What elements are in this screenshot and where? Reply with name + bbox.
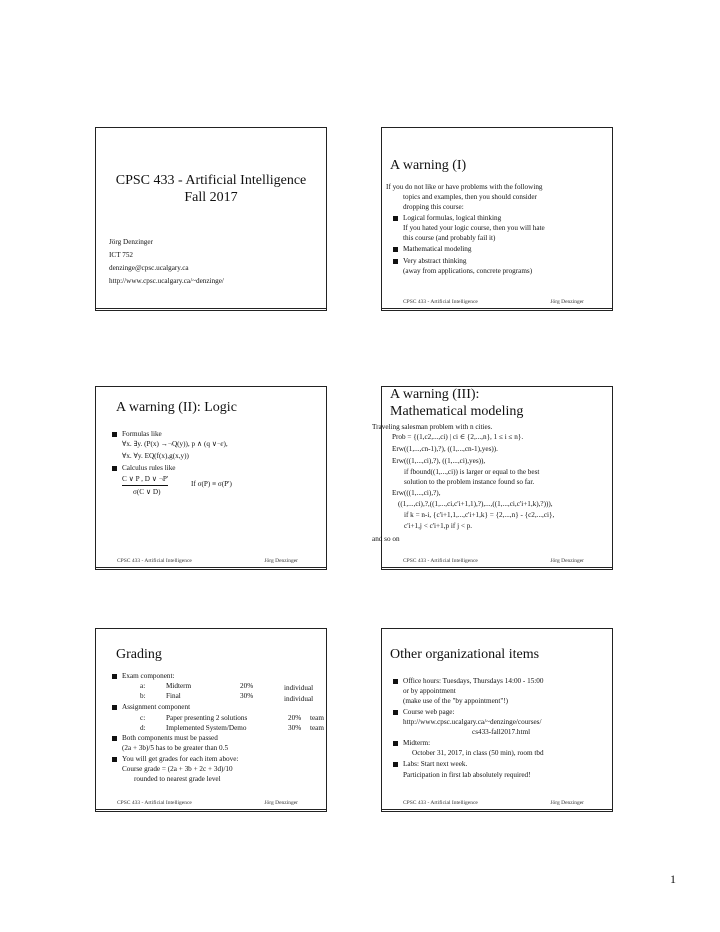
footer-author: Jörg Denzinger [264,558,298,564]
footer-course: CPSC 433 - Artificial Intelligence [117,558,192,564]
slide-1: CPSC 433 - Artificial Intelligence Fall 2017 Jörg Denzinger ICT 752 denzinge@cpsc.ucalgary.ca http://www.cpsc.ucalgary.ca/~denzinge/ [95,127,327,311]
bullet-grades: You will get grades for each item above: [122,755,239,763]
bullet-assignment: Assignment component [122,703,191,711]
slide-3: A warning (II): Logic Formulas like ∀x. ∃y. (P(x) →¬Q(y)), p ∧ (q ∨¬r), ∀x. ∀y. EQ(f(x),g(x,y)) Calculus rules like C ∨ P , D ∨ ¬P' If σ(P) ≡ σ(P') σ(C ∨ D) CPSC 433 - Artificial Intelligence Jörg Denzinger [95,386,327,570]
bullet-office-hours: Office hours: Tuesdays, Thursdays 14:00 - 15:00 [403,677,544,685]
footer-course: CPSC 433 - Artificial Intelligence [403,558,478,564]
footer-course: CPSC 433 - Artificial Intelligence [403,299,478,305]
bullet-midterm: Midterm: [403,739,431,747]
bullet-formulas: Formulas like [122,430,162,438]
footer-course: CPSC 433 - Artificial Intelligence [117,800,192,806]
footer-author: Jörg Denzinger [550,800,584,806]
slide-2-title: A warning (I) [390,158,467,173]
slide-3-title: A warning (II): Logic [116,400,237,415]
page-number: 1 [670,872,676,886]
footer-author: Jörg Denzinger [264,800,298,806]
slide-2: A warning (I) If you do not like or have problems with the following topics and examples, then you should consider dropping this course: Logical formulas, logical thinking If you hated your logic course, then you will hate this course (and probably fail it) Mathematical modeling Very abstract thinking (away from applications, concrete programs) CPSC 433 - Artificial Intelligence Jörg Denzinger [381,127,613,311]
rule-numerator: C ∨ P , D ∨ ¬P' [122,475,168,486]
bullet-web-page: Course web page: [403,708,455,716]
bullet-labs: Labs: Start next week. [403,760,468,768]
bullet-exam: Exam component: [122,672,175,680]
slide-6-title: Other organizational items [390,647,540,662]
bullet-logic: Logical formulas, logical thinking [403,214,502,222]
footer-course: CPSC 433 - Artificial Intelligence [403,800,478,806]
slide-4-title: A warning (III): Mathematical modeling [390,387,524,419]
footer-author: Jörg Denzinger [550,299,584,305]
bullet-abstract: Very abstract thinking [403,257,467,265]
slide-6: Other organizational items Office hours: Tuesdays, Thursdays 14:00 - 15:00 or by appointment (make use of the "by appointment"!) Course web page: http://www.cpsc.ucalgary.ca/~denzinge/courses/ cs433-fall2017.html Midterm: October 31, 2017, in class (50 min), room tbd Labs: Start next week. Participation in first lab absolutely required! CPSC 433 - Artificial Intelligence Jörg Denzinger [381,628,613,812]
slide-1-title: CPSC 433 - Artificial Intelligence Fall 2017 [115,173,307,205]
bullet-calculus: Calculus rules like [122,464,176,472]
rule-denominator: σ(C ∨ D) [133,488,161,496]
course-url: http://www.cpsc.ucalgary.ca/~denzinge/courses/ [403,718,542,726]
footer-author: Jörg Denzinger [550,558,584,564]
slide-5-title: Grading [116,647,162,662]
slide-4: A warning (III): Mathematical modeling Traveling salesman problem with n cities. Prob = {(1,c2,...,ci) | ci ∈ {2,...,n}, 1 ≤ i ≤ n}. Erw((1,...,cn-1),?), ((1,...,cn-1),yes)). Erw(((1,...,ci),?), ((1,...,ci),yes)), if fbound((1,...,ci)) is larger or equal to the best solution to the problem instance found so far. Erw(((1,...,ci),?), ((1,...,ci),?,((1,...,ci,c'i+1,1),?),...,((1,...,ci,c'i+1,k),?))), if k = n-i, {c'i+1,1,...,c'i+1,k} = {2,...,n} - {c2,...,ci}, c'i+1,j < c'i+1,p if j < p. and so on CPSC 433 - Artificial Intelligence Jörg Denzinger [381,386,613,570]
bullet-modeling: Mathematical modeling [403,245,472,253]
rule-condition: If σ(P) ≡ σ(P') [191,480,232,488]
slide-5: Grading Exam component: a: Midterm 20% individual b: Final 30% individual Assignment component c: Paper presenting 2 solutions 20% team d: Implemented System/Demo 30% team Both components must be passed (2a + 3b)/5 has to be greater than 0.5 You will get grades for each item above: Course grade = (2a + 3b + 2c + 3d)/10 rounded to nearest grade level CPSC 433 - Artificial Intelligence Jörg Denzinger [95,628,327,812]
bullet-pass: Both components must be passed [122,734,218,742]
